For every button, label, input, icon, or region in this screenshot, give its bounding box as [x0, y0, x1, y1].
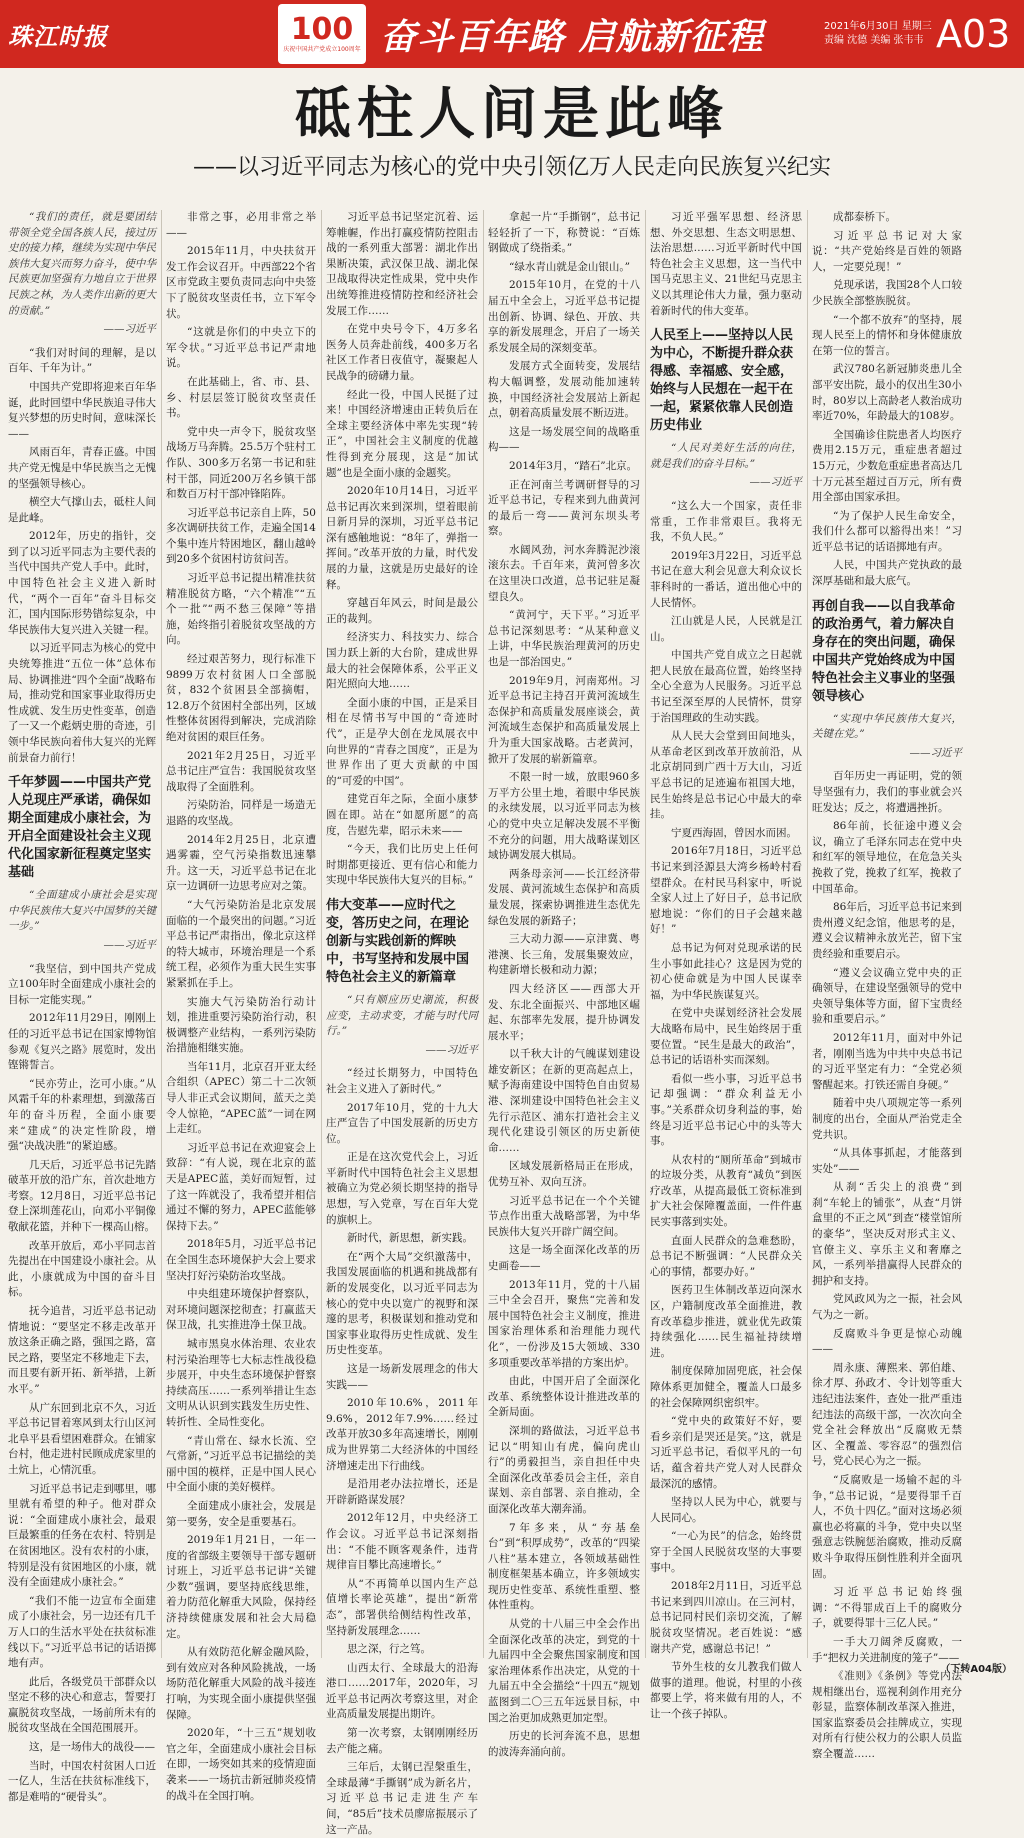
- article-column-4: [488, 210, 640, 1758]
- paragraph: 全面建成小康社会，发展是第一要务，安全是重要基石。: [166, 1499, 316, 1528]
- paragraph: 看似一些小事，习近平总书记却强调：“群众利益无小事。”关系群众切身利益的事，始终是习近平总书记心中的头等大事。: [650, 1072, 802, 1148]
- paragraph: 2019年1月21日，一年一度的省部级主要领导干部专题研讨班上，习近平总书记讲“关键少数”强调，要坚持底线思维，着力防范化解重大风险，保持经济持续健康发展和社会大局稳定。: [166, 1534, 316, 1640]
- paragraph: 当时，中国农村贫困人口近一亿人，生活在扶贫标准线下，都是难啃的“硬骨头”。: [8, 1759, 156, 1803]
- paragraph: 2015年11月，中央扶贫开发工作会议召开。中西部22个省区市党政主要负责同志向中央签下了脱贫攻坚责任书，立下军令状。: [166, 245, 316, 320]
- paragraph: “青山常在、绿水长流、空气常新，”习近平总书记描绘的美丽中国的模样，正是中国人民心中全面小康的美好模样。: [166, 1434, 316, 1494]
- paragraph: “我们对时间的理解，是以百年、千年为计。”: [8, 346, 156, 375]
- paragraph: 2020年，“十三五”规划收官之年，全面建成小康社会目标在即，一场突如其来的疫情迎面袭来——一场抗击新冠肺炎疫情的战斗在全国打响。: [166, 1727, 316, 1802]
- logo-caption: 庆祝中国共产党成立100周年: [283, 46, 361, 53]
- column-divider: [321, 210, 322, 1658]
- quote-attribution: ——习近平: [909, 746, 962, 759]
- paragraph: 86年后，习近平总书记来到贵州遵义纪念馆，他思考的是，遵义会议精神永放光芒，留下宝贵经验和重要启示。: [812, 901, 962, 960]
- paragraph: 2015年10月，在党的十八届五中全会上，习近平总书记提出创新、协调、绿色、开放、共享的新发展理念，开启了一场关系发展全局的深刻变革。: [488, 279, 640, 354]
- paragraph: 从党的十八届三中全会作出全面深化改革的决定，到党的十九届四中全会聚焦国家制度和国家治理体系作出决定，从党的十九届五中全会描绘“十四五”规划蓝图到二〇三五年远景目标，中国之治更加成熟更加定型。: [488, 1618, 640, 1724]
- paragraph: “这么大一个国家，责任非常重，工作非常艰巨。我将无我，不负人民。”: [650, 499, 802, 544]
- paragraph: 2018年5月，习近平总书记在全国生态环境保护大会上要求坚决打好污染防治攻坚战。: [166, 1238, 316, 1282]
- paragraph: 建党百年之际，全面小康梦圆在即。站在“如愿所愿”的高度，告慰先辈，昭示未来——: [326, 793, 478, 837]
- paragraph: 是沿用老办法拉增长，还是开辟新路谋发展？: [326, 1478, 478, 1506]
- paragraph: 思之深，行之笃。: [347, 1643, 431, 1656]
- paragraph: 抚今追昔，习近平总书记动情地说：“要坚定不移走改革开放这条正确之路，强国之路，富民之路，要坚定不移地走下去，而且要有新开拓、新举措，上新水平。”: [8, 1305, 156, 1395]
- paragraph: 医药卫生体制改革迈向深水区，户籍制度改革全面推进，教育改革稳步推进，就业优先政策持续强化……民生福祉持续增进。: [650, 1284, 802, 1359]
- paragraph: 这是一场发展空间的战略重构——: [488, 425, 640, 454]
- section-heading: 伟大变革——应时代之变，答历史之问，在理论创新与实践创新的辉映中，书写坚持和发展中国特色社会主义的新篇章: [326, 897, 470, 985]
- issue-date: 2021年6月30日 星期三: [824, 21, 932, 32]
- paragraph: 正在河南兰考调研督导的习近平总书记，专程来到九曲黄河的最后一弯——黄河东坝头考察。: [488, 478, 640, 538]
- paragraph: 城市黑臭水体治理、农业农村污染治理等七大标志性战役稳步展开，中央生态环境保护督察持续高压……一系列举措让生态文明从认识到实践发生历史性、转折性、全局性变化。: [166, 1337, 316, 1428]
- quote-attribution: ——习近平: [425, 1043, 478, 1056]
- paragraph: 习近平总书记在欢迎宴会上致辞：“有人说，现在北京的蓝天是APEC蓝，美好而短暂，过了这一阵就没了，我希望并相信通过不懈的努力，APEC蓝能够保持下去。”: [166, 1141, 316, 1232]
- paragraph: 2019年3月22日，习近平总书记在意大利会见意大利众议长菲科时的一番话，道出他心中的人民情怀。: [650, 549, 802, 609]
- paragraph: 这，是一场伟大的战役——: [29, 1741, 155, 1754]
- paragraph: 在“两个大局”交织激荡中，我国发展面临的机遇和挑战都有新的发展变化，以习近平同志为核心的党中央以宽广的视野和深邃的思考，积极谋划和推动党和国家事业取得历史性成就、发生历史性变革。: [326, 1250, 478, 1357]
- paragraph: 这是一场全面深化改革的历史画卷——: [488, 1244, 640, 1272]
- paragraph: “反腐败是一场输不起的斗争，”总书记说，“是要得罪千百人，不负十四亿。”面对这场必须赢也必将赢的斗争，党中央以坚强意志铁腕惩治腐败，推动反腐败斗争取得压倒性胜利并全面巩固。: [812, 1473, 962, 1580]
- paragraph: 正是在这次党代会上，习近平新时代中国特色社会主义思想被确立为党必须长期坚持的指导思想，写入党章，写在百年大党的旗帜上。: [326, 1151, 478, 1226]
- headline: 砥柱人间是此峰: [295, 82, 729, 147]
- paragraph: 百年历史一再证明，党的领导坚强有力，我们的事业就会兴旺发达；反之，将遭遇挫折。: [812, 770, 962, 814]
- quote-attribution: ——习近平: [103, 323, 156, 336]
- continued-notice: （下转A04版）: [940, 1664, 1012, 1675]
- paragraph: “今天，我们比历史上任何时期都更接近、更有信心和能力实现中华民族伟大复兴的目标。”: [326, 843, 478, 887]
- page-number: A03: [936, 12, 1011, 56]
- paragraph: 习近平总书记走到哪里，哪里就有希望的种子。他对群众说：“全面建成小康社会，最艰巨最繁重的任务在农村、特别是在贫困地区。没有农村的小康，特别是没有贫困地区的小康，就没有全面建成小康社会。”: [8, 1482, 156, 1589]
- paragraph: 第一次考察，太钢刚刚经历去产能之痛。: [326, 1727, 478, 1755]
- paragraph: 历史的长河奔流不息，思想的波涛奔涌向前。: [488, 1730, 640, 1758]
- paragraph: 武汉780名新冠肺炎患儿全部平安出院，最小的仅出生30小时，80岁以上高龄老人救治成功率近70%，年龄最大的108岁。: [812, 363, 962, 423]
- paragraph: 三年后，太钢已涅槃重生，全球最薄“手撕钢”成为新名片，习近平总书记走进生产车间，“85后”技术员廖席振展示了这一产品。: [326, 1761, 478, 1836]
- paragraph: 总书记为何对兑现承诺的民生小事如此挂心？这是因为党的初心使命就是为中国人民谋幸福，为中华民族谋复兴。: [650, 941, 802, 1001]
- paragraph: “遵义会议确立党中央的正确领导，在建设坚强领导的党中央领导集体等方面，留下宝贵经验和重要启示。”: [812, 966, 962, 1026]
- paragraph: 新时代，新思想，新实践。: [347, 1232, 473, 1245]
- paragraph: 三大动力源——京津冀、粤港澳、长三角，发展集聚效应，构建新增长极和动力源；: [488, 933, 640, 977]
- article-column-1: [8, 210, 156, 1803]
- paragraph: 从广东回到北京不久，习近平总书记冒着寒风到太行山区河北阜平县看望困难群众。在铺家台村，他走进村民顾成虎家里的土炕上，心情沉重。: [8, 1401, 156, 1476]
- paragraph: 经此一役，中国人民挺了过来！中国经济增速由正转负后在全球主要经济体中率先实现“转正”，中国社会主义制度的优越性得到充分展现，这是“加试题”也是全面小康的金题奖。: [326, 388, 478, 479]
- paragraph: “从具体事抓起，才能落到实处”——: [812, 1147, 962, 1175]
- pull-quote: “只有顺应历史潮流，积极应变，主动求变，才能与时代同行。”: [326, 993, 478, 1038]
- paragraph: 拿起一片“手撕钢”，总书记轻轻折了一下，称赞说：“百炼钢做成了绕指柔。”: [488, 211, 640, 255]
- paragraph: 从人民大会堂到田间地头，从革命老区到改革开放前沿，从北京胡同到广西十万大山，习近平总书记的足迹遍布祖国大地，民生始终是总书记心中最大的牵挂。: [650, 730, 802, 821]
- paragraph: 中国共产党即将迎来百年华诞，此时回望中华民族追寻伟大复兴梦想的历史时间，意味深长——: [8, 380, 156, 440]
- paragraph: 在党中央号令下，4万多名医务人员奔赴前线，400多万名社区工作者日夜值守，凝聚起人民战争的磅礴力量。: [326, 323, 478, 382]
- paragraph: “大气污染防治是北京发展面临的一个最突出的问题。”习近平总书记严肃指出，像北京这样的特大城市，环境治理是一个系统工程，必须作为重大民生实事紧紧抓在手上。: [166, 898, 316, 989]
- paragraph: 非常之事，必用非常之举——: [166, 211, 316, 239]
- paragraph: 习近平总书记对大家说：“共产党始终是百姓的领路人，一定要兑现！”: [812, 229, 962, 273]
- paragraph: 全国确诊住院患者人均医疗费用2.15万元，重症患者超过15万元，少数危重症患者高达几十万元甚至超过百万元，所有费用全部由国家承担。: [812, 428, 962, 504]
- paragraph: 在党中央谋划经济社会发展大战略布局中，民生始终居于重要位置。“民生是最大的政治”，总书记的话语朴实而深刻。: [650, 1007, 802, 1067]
- paragraph: “黄河宁，天下平。”习近平总书记深刻思考：“从某种意义上讲，中华民族治理黄河的历史也是一部治国史。”: [488, 609, 640, 669]
- paragraph: 直面人民群众的急难愁盼，总书记不断强调：“人民群众关心的事情，都要办好。”: [650, 1234, 802, 1278]
- column-divider: [161, 210, 162, 1658]
- quote-attribution: ——习近平: [103, 938, 156, 951]
- paragraph: 从“不再简单以国内生产总值增长率论英雄”，提出“新常态”，部署供给侧结构性改革，坚持新发展理念……: [326, 1577, 478, 1637]
- paragraph: 2012年，历史的指针，交到了以习近平同志为主要代表的当代中国共产党人手中。此时，中国特色社会主义进入新时代，“两个一百年”奋斗目标交汇，国内国际形势错综复杂，中华民族伟大复兴进入关键一程。: [8, 530, 156, 636]
- paragraph: 四大经济区——西部大开发、东北全面振兴、中部地区崛起、东部率先发展，提升协调发展水平；: [488, 982, 640, 1042]
- pull-quote: “人民对美好生活的向往，就是我们的奋斗目标。”: [650, 442, 802, 470]
- paragraph: 2021年2月25日，习近平总书记庄严宣告：我国脱贫攻坚战取得了全面胜利。: [166, 749, 316, 793]
- paragraph: 制度保障加固兜底，社会保障体系更加健全，覆盖人口最多的社会保障网织密织牢。: [650, 1365, 802, 1409]
- editors: 责编 沈德 美编 张韦韦: [824, 35, 924, 46]
- column-divider: [483, 210, 484, 1658]
- paragraph: 2012年11月29日，刚刚上任的习近平总书记在国家博物馆参观《复兴之路》展览时，发出铿锵誓言。: [8, 1012, 156, 1072]
- paragraph: 从农村的“厕所革命”到城市的垃圾分类，从教育“减负”到医疗改革，从提高最低工资标准到扩大社会保障覆盖面，一件件惠民实事落到实处。: [650, 1153, 802, 1229]
- paragraph: 此后，各级党员干部群众以坚定不移的决心和意志，誓要打赢脱贫攻坚战，一场前所未有的脱贫攻坚战在全国范围展开。: [8, 1675, 156, 1735]
- edition-meta: [824, 20, 932, 48]
- paragraph: “党中央的政策好不好，要看乡亲们是哭还是笑。”这，就是习近平总书记，看似平凡的一句话，蕴含着共产党人对人民群众最深沉的感情。: [650, 1415, 802, 1490]
- slogan: 奋斗百年路 启航新征程: [380, 15, 764, 58]
- paragraph: 江山就是人民，人民就是江山。: [650, 615, 802, 643]
- paragraph: “民亦劳止，汔可小康。”从风霜千年的朴素理想，到激荡百年的奋斗历程，全面小康要来“建成”的决定性阶段，增强“决战决胜”的紧迫感。: [8, 1077, 156, 1153]
- paragraph: 7年多来，从“夯基垒台”到“积厚成势”，改革的“四梁八柱”基本建立，各领域基础性制度框架基本确立，许多领域实现历史性变革、系统性重塑、整体性重构。: [488, 1521, 640, 1612]
- paragraph: 实施大气污染防治行动计划，推进重要污染防治行动，积极调整产业结构，一系列污染防治措施相继实施。: [166, 995, 316, 1055]
- paragraph: 宁夏西海固，曾因水而困。: [671, 826, 797, 839]
- paragraph: 2019年9月，河南郑州。习近平总书记主持召开黄河流域生态保护和高质量发展座谈会，黄河流域生态保护和高质量发展上升为重大国家战略。古老黄河，掀开了发展的崭新篇章。: [488, 674, 640, 765]
- centenary-logo: [278, 4, 366, 64]
- paragraph: “这就是你们的中央立下的军令状。”习近平总书记严肃地说。: [166, 326, 316, 370]
- paragraph: 成都泰桥下。: [833, 211, 896, 223]
- paragraph: 2014年3月，“踏石”北京。: [509, 459, 638, 472]
- paragraph: “一心为民”的信念，始终贯穿于全国人民脱贫攻坚的大事要事中。: [650, 1530, 802, 1574]
- paragraph: “绿水青山就是金山银山。”: [509, 260, 630, 273]
- subheadline: ——以习近平同志为核心的党中央引领亿万人民走向民族复兴纪实: [192, 155, 831, 180]
- paragraph: 以千秋大计的气魄谋划建设雄安新区；在新的更高起点上，赋予海南建设中国特色自由贸易港、深圳建设中国特色社会主义先行示范区、浦东打造社会主义现代化建设引领区的历史新使命……: [488, 1048, 640, 1154]
- section-heading: 再创自我——以自我革命的政治勇气，着力解决自身存在的突出问题，确保中国共产党始终成为中国特色社会主义事业的坚强领导核心: [812, 598, 956, 704]
- paragraph: 由此，中国开启了全面深化改革、系统整体设计推进改革的全新局面。: [488, 1375, 640, 1419]
- paragraph: 风雨百年，青春正盛。中国共产党无愧是中华民族当之无愧的坚强领导核心。: [8, 446, 156, 490]
- paragraph: 2010年10.6%，2011年9.6%，2012年7.9%……经过改革开放30多年高速增长，刚刚成为世界第二大经济体的中国经济增速走出下行曲线。: [326, 1397, 478, 1472]
- paragraph: “我坚信，到中国共产党成立100年时全面建成小康社会的目标一定能实现。”: [8, 962, 156, 1006]
- paragraph: 周永康、薄熙来、郭伯雄、徐才厚、孙政才、令计划等重大违纪违法案件，查处一批严重违纪违法的高级干部，一次次向全党全社会释放出“反腐败无禁区、全覆盖、零容忍”的强烈信号，党心民心为之一振。: [812, 1361, 962, 1468]
- masthead: [0, 0, 1024, 68]
- paragraph: 反腐败斗争更是惊心动魄——: [812, 1327, 962, 1356]
- paragraph: 经过艰苦努力，现行标准下9899万农村贫困人口全部脱贫，832个贫困县全部摘帽，12.8万个贫困村全部出列，区域性整体贫困得到解决，完成消除绝对贫困的艰巨任务。: [166, 653, 316, 743]
- paragraph: 86年前，长征途中遵义会议，确立了毛泽东同志在党中央和红军的领导地位，在危急关头挽救了党，挽救了红军，挽救了中国革命。: [812, 820, 962, 895]
- paragraph: 随着中央八项规定等一系列制度的出台，全面从严治党走全党共识。: [812, 1097, 962, 1141]
- paragraph: 一手大刀阔斧反腐败，一手“把权力关进制度的笼子”——: [812, 1635, 962, 1664]
- paragraph: 以习近平同志为核心的党中央统筹推进“五位一体”总体布局、协调推进“四个全面”战略布局，推动党和国家事业取得历史性成就、发生历史性变革，创造了一又一个彪炳史册的奇迹，引领中华民族向着伟大复兴的光辉前景奋力前行！: [8, 642, 156, 764]
- paragraph: “为了保护人民生命安全，我们什么都可以豁得出来！”习近平总书记的话语掷地有声。: [812, 509, 962, 553]
- paragraph: 几天后，习近平总书记先踏破革开放的沿广东，首次赴地方考察。12月8日，习近平总书记登上深圳莲花山，向邓小平铜像敬献花篮，并种下一棵高山榕。: [8, 1158, 156, 1234]
- paragraph: 习近平强军思想、经济思想、外交思想、生态文明思想、法治思想……习近平新时代中国特色社会主义思想，这一当代中国马克思主义、21世纪马克思主义以其理论伟大力量，强力驱动着新时代的伟大变革。: [650, 211, 802, 317]
- paragraph: 习近平总书记始终强调：“不得罪成百上千的腐败分子，就要得罪十三亿人民。”: [812, 1586, 962, 1630]
- paper-name: 珠江时报: [8, 21, 108, 51]
- paragraph: 这是一场新发展理念的伟大实践——: [326, 1363, 478, 1391]
- paragraph: 兑现承诺，我国28个人口较少民族全部整族脱贫。: [812, 279, 962, 307]
- paragraph: 山西太行、全球最大的沿海港口……2017年，2020年，习近平总书记两次考察这里，对企业高质量发展提出期许。: [326, 1661, 478, 1721]
- article-column-3: [326, 210, 478, 1836]
- pull-quote: “实现中华民族伟大复兴，关键在党。”: [812, 712, 962, 741]
- paragraph: 2017年10月，党的十九大庄严宣告了中国发展新的历史方位。: [326, 1101, 478, 1145]
- article-column-6: [812, 210, 962, 1761]
- paragraph: “我们不能一边宣布全面建成了小康社会，另一边还有几千万人口的生活水平处在扶贫标准线以下。”习近平总书记的话语掷地有声。: [8, 1594, 156, 1670]
- paragraph: 在此基础上，省、市、县、乡、村层层签订脱贫攻坚责任书。: [166, 375, 316, 420]
- paragraph: 深圳的路做法，习近平总书记以“明知山有虎，偏向虎山行”的勇毅担当，亲自担任中央全面深化改革委员会主任，亲自谋划、亲自部署、亲自推动，全面深化改革大潮奔涌。: [488, 1424, 640, 1515]
- paragraph: 全面小康的中国，正是采目相在尽情书写中国的“奇迹时代”，正是孕大创在龙凤展衣中向世界的“青春之国度”，正是为世界作出了更大贡献的中国的“可爱的中国”。: [326, 696, 478, 787]
- paragraph: 两条母亲河——长江经济带发展、黄河流域生态保护和高质量发展，探索协调推进生态优先绿色发展的新路子；: [488, 867, 640, 927]
- paragraph: 坚持以人民为中心，就要与人民同心。: [650, 1496, 802, 1524]
- paragraph: 水阔风劲，河水奔腾泥沙滚滚东去。千百年来，黄河曾多次在这里决口改道，总书记驻足凝望良久。: [488, 543, 640, 603]
- logo-number: 100: [290, 12, 354, 47]
- paragraph: 2020年10月14日，习近平总书记再次来到深圳，望着眼前日新月异的深圳，习近平总书记深有感触地说：“8年了，弹指一挥间。”改革开放的力量，时代发展的力量，这就是历史最好的诠释。: [326, 485, 478, 591]
- paragraph: 习近平总书记提出精准扶贫精准脱贫方略，“六个精准”“五个一批”“两不愁三保障”等措施，始终指引着脱贫攻坚战的方向。: [166, 572, 316, 647]
- paragraph: 党风政风为之一振，社会风气为之一新。: [812, 1293, 962, 1322]
- paragraph: “经过长期努力，中国特色社会主义进入了新时代。”: [326, 1067, 478, 1095]
- paragraph: 2018年2月11日，习近平总书记来到四川凉山。在三河村，总书记同村民们亲切交流，了解脱贫攻坚情况。老百姓说：“感谢共产党，感谢总书记！”: [650, 1580, 802, 1655]
- paragraph: 2016年7月18日，习近平总书记来到泾源县大湾乡杨岭村看望群众。在村民马科家中，听说全家人过上了好日子，总书记欣慰地说：“你们的日子会越来越好！”: [650, 845, 802, 936]
- article-column-5: [650, 210, 802, 1720]
- paragraph: 发展方式全面转变，发展结构大幅调整，发展动能加速转换，中国经济社会发展站上新起点，朝着高质量发展不断迈进。: [488, 360, 640, 420]
- pull-quote: “我们的责任，就是要团结带领全党全国各族人民，接过历史的接力棒，继续为实现中华民族伟大复兴而努力奋斗，使中华民族更加坚强有力地自立于世界民族之林，为人类作出新的更大的贡献。”: [8, 211, 156, 317]
- paragraph: 2013年11月，党的十八届三中全会召开，聚焦“完善和发展中国特色社会主义制度，推进国家治理体系和治理能力现代化”，一份涉及15大领域、330多项重要改革举措的方案出炉。: [488, 1278, 640, 1369]
- paragraph: 2014年2月25日，北京遭遇雾霾，空气污染指数迅速攀升。这一天，习近平总书记在北京一边调研一边思考应对之策。: [166, 833, 316, 893]
- paragraph: “一个都不放弃”的坚持，展现人民至上的情怀和身体健康放在第一位的誓言。: [812, 313, 962, 357]
- paragraph: 人民，中国共产党执政的最深厚基础和最大底气。: [812, 559, 962, 588]
- paragraph: 2012年12月，中央经济工作会议。习近平总书记深刻指出：“不能不顾客观条件，违背规律盲目攀比高速增长。”: [326, 1512, 478, 1572]
- pull-quote: “全面建成小康社会是实现中华民族伟大复兴中国梦的关键一步。”: [8, 889, 156, 933]
- paragraph: 污染防治，同样是一场造无退路的攻坚战。: [166, 799, 316, 827]
- paragraph: 从刹“舌尖上的浪费”到刹“车轮上的铺张”，从查“月饼盒里的不正之风”到查“楼堂馆所的豪华”，坚决反对形式主义、官僚主义、享乐主义和奢靡之风，一系列举措赢得人民群众的拥护和支持。: [812, 1181, 962, 1287]
- paragraph: 《准则》《条例》等党内法规相继出台，巡视利剑作用充分彰显，监察体制改革深入推进，国家监察委员会挂牌成立，实现对所有行使公权力的公职人员监察全覆盖……: [812, 1670, 962, 1761]
- paragraph: 不限一时一域，放眼960多万平方公里土地，着眼中华民族的永续发展，以习近平同志为核心的党中央立足解决发展不平衡不充分的问题，用大战略谋划区域协调发展大棋局。: [488, 771, 640, 862]
- paragraph: 穿越百年风云，时间是最公正的裁判。: [326, 597, 478, 625]
- paragraph: 中国共产党自成立之日起就把人民放在最高位置，始终坚持全心全意为人民服务。习近平总书记至深至厚的人民情怀，贯穿于治国理政的生动实践。: [650, 649, 802, 724]
- paragraph: 经济实力、科技实力、综合国力跃上新的大台阶，建成世界最大的社会保障体系，公平正义阳光照向大地……: [326, 631, 478, 691]
- paragraph: 节外生枝的女儿教我们做人做事的道理。他说，村里的小孩都要上学，将来做有用的人，不让一个孩子掉队。: [650, 1661, 802, 1720]
- paragraph: 改革开放后，邓小平同志首先提出在中国建设小康社会。从此，小康就成为中国的奋斗目标。: [8, 1239, 156, 1299]
- paragraph: 习近平总书记坚定沉着、运筹帷幄，作出打赢疫情防控阻击战的一系列重大部署：湖北作出果断决策，武汉保卫战、湖北保卫战取得决定性成果，党中央作出统筹推进疫情防控和经济社会发展工作……: [326, 211, 478, 317]
- section-heading: 千年梦圆——中国共产党人兑现庄严承诺，确保如期全面建成小康社会，为开启全面建设社会主义现代化国家新征程奠定坚实基础: [8, 775, 152, 881]
- paragraph: 中央组建环境保护督察队，对环境问题深挖彻查；打赢蓝天保卫战，扎实推进净土保卫战。: [166, 1288, 316, 1332]
- paragraph: 习近平总书记在一个个关键节点作出重大战略部署，为中华民族伟大复兴开辟广阔空间。: [488, 1194, 640, 1238]
- paragraph: 习近平总书记亲自上阵，50多次调研扶贫工作，走遍全国14个集中连片特困地区，翻山越岭到20多个贫困村访贫问苦。: [166, 506, 316, 566]
- paragraph: 横空大气撑山去，砥柱人间是此峰。: [8, 496, 156, 524]
- column-divider: [807, 210, 808, 1658]
- quote-attribution: ——习近平: [749, 476, 802, 489]
- section-heading: 人民至上——坚持以人民为中心，不断提升群众获得感、幸福感、安全感，始终与人民想在一起干在一起，紧紧依靠人民创造历史伟业: [650, 328, 794, 434]
- paragraph: 当年11月，北京召开亚太经合组织（APEC）第二十二次领导人非正式会议期间，蓝天之美令人惊艳，“APEC蓝”一词在网上走红。: [166, 1060, 316, 1136]
- paragraph: 党中央一声令下，脱贫攻坚战场万马奔腾。25.5万个驻村工作队、300多万名第一书记和驻村干部，同近200万名乡镇干部和数百万村干部冲锋陷阵。: [166, 425, 316, 501]
- paragraph: 区域发展新格局正在形成，优势互补、双向互济。: [488, 1160, 640, 1189]
- article-column-2: [166, 210, 316, 1802]
- column-divider: [645, 210, 646, 1658]
- paragraph: 从有效防范化解金融风险，到有效应对各种风险挑战，一场场防范化解重大风险的战斗接连打响，为实现全面小康提供坚强保障。: [166, 1646, 316, 1721]
- paragraph: 2012年11月，面对中外记者，刚刚当选为中共中央总书记的习近平坚定有力：“全党必须警醒起来。打铁还需自身硬。”: [812, 1031, 962, 1091]
